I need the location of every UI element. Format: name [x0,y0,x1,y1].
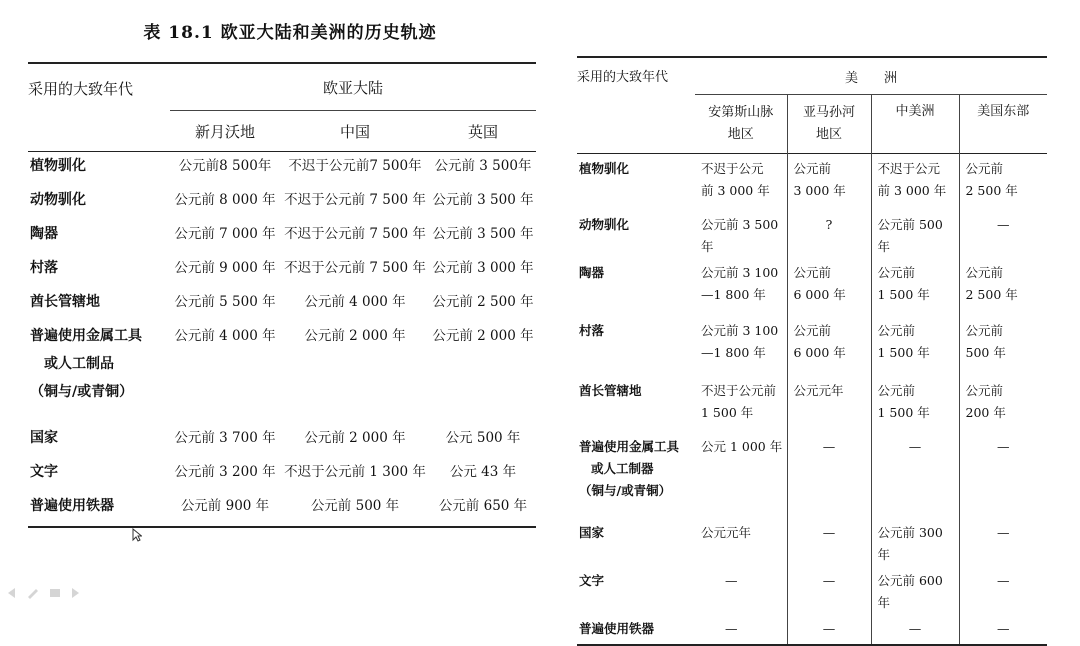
table-cell: 公元元年 [701,525,752,540]
cell-line: 公元前 [965,265,1004,280]
menu-icon [50,589,60,597]
table-cell: 公元前 3 700 年 [174,430,276,446]
column-header: 新月沃地 [170,111,280,152]
table-cell: 公元前 500 年 [310,498,400,514]
table-cell: — [725,621,738,636]
eurasia-table [28,62,536,528]
table-cell: 公元前 3 000 年 [432,260,534,276]
table-cell: 公元前 3 500 年 [701,217,779,254]
row-label: 植物驯化 [579,161,630,176]
pen-icon [28,589,38,599]
cell-line: 公元前 [793,265,832,280]
table-cell: 公元 1 000 年 [701,439,783,454]
column-header: 中国 [280,111,430,152]
table-cell [787,258,871,316]
row-label-line: （铜与/或青铜） [30,384,134,400]
row-label-line: 普遍使用金属工具 [579,439,680,454]
column-header-line: 中美洲 [895,104,935,119]
table-cell: 不迟于公元前 7 500 年 [284,260,426,276]
cell-line: 公元前 3 100 [701,265,779,280]
table-row [28,322,536,424]
table-cell: 公元前 2 000 年 [304,328,406,344]
table-cell: ? [787,210,871,258]
table-cell: — [959,210,1047,258]
table-row [28,492,536,527]
cell-line: 6 000 年 [793,287,846,302]
page-title: 表 18.1 欧亚大陆和美洲的历史轨迹 [143,23,437,43]
column-header-line: 地区 [727,127,754,142]
table-cell [959,258,1047,316]
row-label: 酋长管辖地 [579,383,642,398]
row-label: 普遍使用铁器 [30,498,114,514]
table-cell: 公元前 9 000 年 [174,260,276,276]
table-cell: 公元前 3 500 年 [432,226,534,242]
row-label: 植物驯化 [30,158,86,174]
table-cell: 公元前 4 000 年 [174,328,276,344]
table-cell [695,376,787,432]
table-cell: 不迟于公元前 1 300 年 [284,464,426,480]
table-cell: 公元前 3 200 年 [174,464,276,480]
row-label: 国家 [30,430,58,446]
row-label-line: 普遍使用金属工具 [30,328,142,344]
table-cell: 公元前 5 500 年 [174,294,276,310]
table-cell [695,316,787,376]
table-cell [695,154,787,211]
table-cell: — [871,432,959,518]
row-label: 动物驯化 [579,217,630,232]
table-cell [695,258,787,316]
row-label [577,432,695,518]
table-row [577,518,1047,566]
row-label: 国家 [579,525,605,540]
group-header: 欧亚大陆 [322,78,383,97]
cell-line: 1 500 年 [701,405,754,420]
table-cell: — [787,614,871,645]
table-cell: — [959,566,1047,614]
table-cell [871,154,959,211]
table-row [28,458,536,492]
row-label: 陶器 [579,265,605,280]
column-header-line: 亚马孙河 [802,105,855,120]
row-label: 动物驯化 [30,192,86,208]
table-cell: 公元前 8 000 年 [174,192,276,208]
table-row [28,288,536,322]
column-header-line: 地区 [815,127,842,142]
table-cell: 公元前 2 000 年 [432,328,534,344]
row-label-line: 或人工制品 [44,356,114,372]
table-cell: — [959,614,1047,645]
table-cell: 公元 500 年 [445,430,521,446]
table-cell: 公元前 3 500年 [434,158,532,174]
cell-line: 前 3 000 年 [701,183,770,198]
table-cell [959,316,1047,376]
column-header-line: 安第斯山脉 [708,105,774,120]
cell-line: 公元前 [793,161,832,176]
table-row [577,566,1047,614]
table-cell: 不迟于公元前7 500年 [288,158,422,174]
table-row [577,258,1047,316]
table-cell: 公元前 2 000 年 [304,430,406,446]
table-row [28,424,536,458]
cell-line: 公元前 [877,383,916,398]
table-cell: — [787,518,871,566]
row-label: 酋长管辖地 [30,294,100,310]
row-label: 文字 [579,573,605,588]
row-label: 村落 [30,260,58,276]
cell-line: 6 000 年 [793,345,846,360]
table-cell [871,316,959,376]
table-cell [787,316,871,376]
row-label-line: （铜与/或青铜） [579,483,672,498]
row-label-line: 或人工制器 [591,461,654,476]
table-cell: 不迟于公元前 7 500 年 [284,226,426,242]
table-row [577,614,1047,645]
cell-line: 公元前 [877,323,916,338]
cell-line: —1 800 年 [701,345,766,360]
mouse-pointer-icon [132,528,142,542]
group-header: 美 洲 [844,70,897,86]
column-header [871,95,959,154]
cell-line: 公元前 [793,323,832,338]
cell-line: 2 500 年 [965,287,1018,302]
cell-line: 2 500 年 [965,183,1018,198]
table-cell [959,154,1047,211]
cell-line: 公元前 [965,323,1004,338]
table-cell: 公元前8 500年 [178,158,272,174]
table-cell: — [787,432,871,518]
next-icon [72,588,79,598]
cell-line: 不迟于公元 [701,161,764,176]
table-cell: 公元前 2 500 年 [432,294,534,310]
column-header-line: 美国东部 [977,104,1030,119]
table-cell: 公元前 300 年 [871,518,959,566]
americas-table [577,56,1047,646]
row-label: 普遍使用铁器 [579,621,655,636]
cell-line: 前 3 000 年 [877,183,947,198]
cell-line: 不迟于公元 [877,161,941,176]
row-label [28,322,170,424]
table-row [28,152,536,187]
table-cell: 公元前 4 000 年 [304,294,406,310]
column-header: 英国 [430,111,536,152]
table-cell: — [959,432,1047,518]
corner-header [28,63,170,152]
row-label: 文字 [30,464,58,480]
table-cell: — [725,573,738,588]
cell-line: 公元前 [965,383,1004,398]
table-cell [871,376,959,432]
row-label: 陶器 [30,226,58,242]
table-row [28,254,536,288]
table-cell [871,258,959,316]
table-cell: 公元前 900 年 [180,498,270,514]
column-header [787,95,871,154]
corner-label: 采用的大致年代 [28,80,134,98]
column-header [695,95,787,154]
cell-line: 公元前 3 100 [701,323,779,338]
cell-line: 500 年 [965,345,1006,360]
corner-label: 采用的大致年代 [577,70,669,85]
table-row [28,186,536,220]
table-cell: 公元元年 [787,376,871,432]
table-cell [959,376,1047,432]
cell-line: 1 500 年 [877,345,930,360]
table-cell: — [959,518,1047,566]
table-row [577,210,1047,258]
table-cell [787,154,871,211]
table-row [577,376,1047,432]
cell-line: —1 800 年 [701,287,766,302]
cell-line: 1 500 年 [877,405,930,420]
row-label: 村落 [579,323,605,338]
table-row [577,316,1047,376]
corner-header [577,57,695,154]
table-cell: 公元前 7 000 年 [174,226,276,242]
table-row [28,220,536,254]
table-row [577,432,1047,518]
table-cell: 公元前 650 年 [438,498,528,514]
table-cell: 不迟于公元前 7 500 年 [284,192,426,208]
cell-line: 公元前 [877,265,916,280]
cell-line: 3 000 年 [793,183,846,198]
table-cell: 公元 43 年 [449,464,517,480]
table-cell: 公元前 500 年 [871,210,959,258]
video-controls[interactable] [6,586,86,600]
column-header [959,95,1047,154]
table-cell: 公元前 600 年 [871,566,959,614]
table-row [577,154,1047,211]
table-cell: 公元前 3 500 年 [432,192,534,208]
table-cell: — [787,566,871,614]
cell-line: 公元前 [965,161,1004,176]
table-cell: — [871,614,959,645]
cell-line: 不迟于公元前 [701,383,777,398]
prev-icon [8,588,15,598]
cell-line: 1 500 年 [877,287,930,302]
cell-line: 200 年 [965,405,1006,420]
